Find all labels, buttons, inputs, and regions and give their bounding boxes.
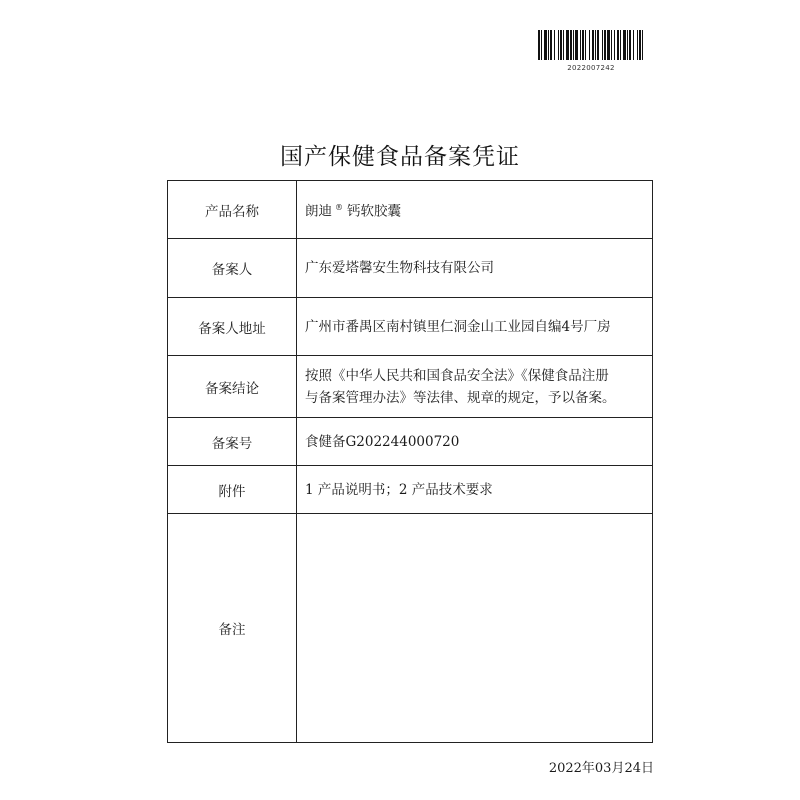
- row-filer: [168, 239, 653, 298]
- row-record-number: [168, 418, 653, 466]
- value-filer: 广东爱塔馨安生物科技有限公司: [297, 239, 653, 298]
- label-filer: 备案人: [168, 239, 297, 298]
- value-filer-address: 广州市番禺区南村镇里仁洞金山工业园自编4号厂房: [297, 298, 653, 356]
- issue-date: 2022年03月24日: [548, 761, 654, 776]
- registered-mark: ®: [335, 202, 343, 212]
- value-product-name: [297, 181, 653, 239]
- document-title: 国产保健食品备案凭证: [280, 144, 520, 170]
- row-filer-address: [168, 298, 653, 356]
- product-brand: 朗迪: [305, 203, 332, 220]
- conclusion-line-1: 按照《中华人民共和国食品安全法》《保健食品注册: [305, 367, 609, 384]
- row-conclusion: [168, 356, 653, 418]
- label-remarks: 备注: [168, 514, 297, 743]
- row-product-name: [168, 181, 653, 239]
- product-type: 钙软胶囊: [347, 203, 401, 220]
- label-conclusion: 备案结论: [168, 356, 297, 418]
- label-product-name: 产品名称: [168, 181, 297, 239]
- value-record-number: 食健备G202244000720: [297, 418, 653, 466]
- label-record-number: 备案号: [168, 418, 297, 466]
- value-attachments: 1 产品说明书；2 产品技术要求: [297, 466, 653, 514]
- value-conclusion: [297, 356, 653, 418]
- barcode-number: 2022007242: [567, 64, 615, 72]
- row-attachments: [168, 466, 653, 514]
- conclusion-line-2: 与备案管理办法》等法律、规章的规定，予以备案。: [305, 389, 616, 406]
- value-remarks: [297, 514, 653, 743]
- row-remarks: [168, 514, 653, 743]
- label-attachments: 附件: [168, 466, 297, 514]
- record-table: [167, 180, 653, 743]
- barcode: [536, 30, 646, 74]
- label-filer-address: 备案人地址: [168, 298, 297, 356]
- barcode-bars: [536, 30, 646, 63]
